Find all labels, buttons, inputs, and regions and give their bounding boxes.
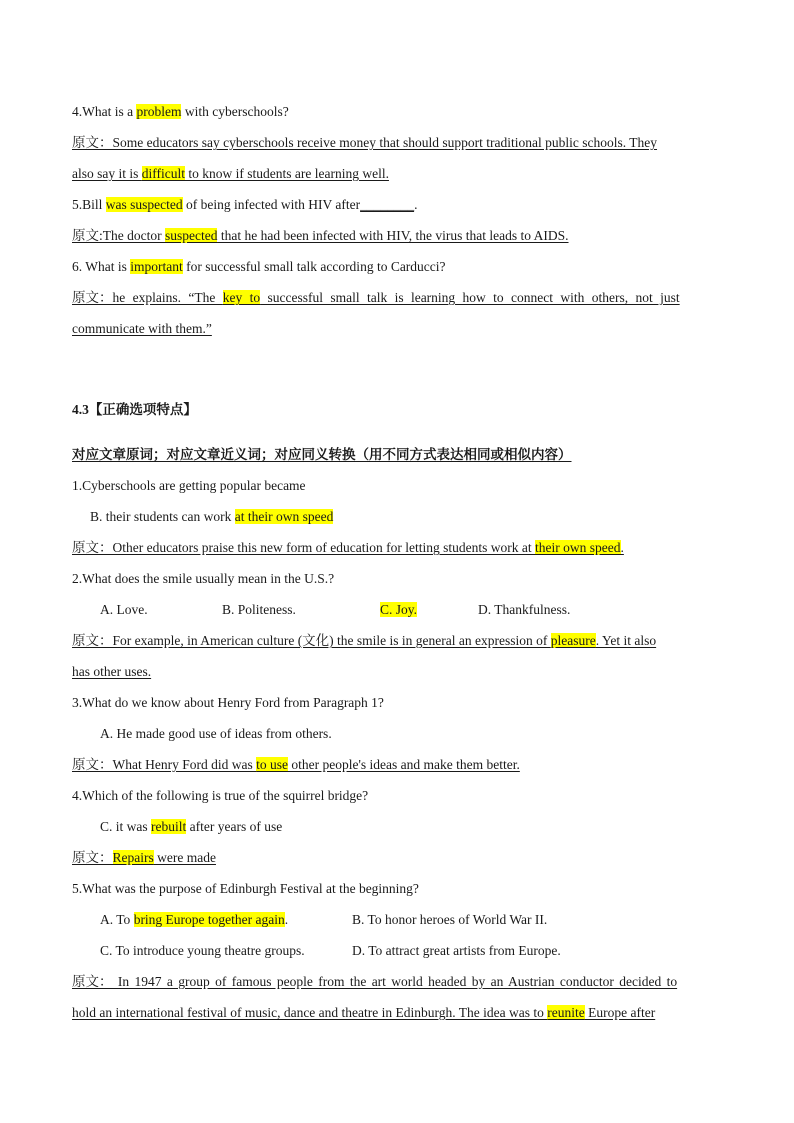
source-text-6-line1: 原文：he explains. “The key to successful small talk is learning how to connect with others, not just [72, 290, 680, 305]
example-question-1: 1.Cyberschools are getting popular became [72, 478, 306, 493]
highlight-important: important [130, 259, 183, 274]
example-options-5-row1 [72, 904, 722, 935]
example-source-2-line2: has other uses. [72, 664, 152, 679]
section-heading: 4.3【正确选项特点】 [72, 402, 197, 417]
highlight-suspected: suspected [164, 228, 218, 243]
example-question-3: 3.What do we know about Henry Ford from Paragraph 1? [72, 695, 384, 710]
highlight-rebuilt: rebuilt [151, 819, 187, 834]
example-source-4: 原文：Repairs were made [72, 850, 216, 865]
highlight-bring-europe-together-again: bring Europe together again [133, 912, 285, 927]
example-question-2: 2.What does the smile usually mean in the U.S.? [72, 571, 335, 586]
highlight-was-suspected: was suspected [105, 197, 183, 212]
option-d: D. Thankfulness. [478, 602, 571, 617]
example-option-3: A. He made good use of ideas from others. [100, 726, 332, 741]
document-page [72, 96, 722, 1028]
section-subheading: 对应文章原词；对应文章近义词；对应同义转换（用不同方式表达相同或相似内容） [72, 447, 572, 462]
source-text-4-line1: 原文：Some educators say cyberschools receive money that should support traditional public schools. They [72, 135, 658, 150]
source-text-6-line2: communicate with them.” [72, 321, 212, 336]
highlight-reunite: reunite [547, 1005, 585, 1020]
highlight-to-use: to use [256, 757, 288, 772]
source-text-4-line2: also say it is difficult to know if students are learning well. [72, 166, 389, 181]
example-source-2-line1: 原文：For example, in American culture (文化) the smile is in general an expression of pleasure. Yet it also [72, 633, 657, 648]
highlight-repairs: Repairs [112, 850, 154, 865]
source-text-5: 原文:The doctor suspected that he had been infected with HIV, the virus that leads to AIDS. [72, 228, 569, 243]
highlight-problem: problem [136, 104, 182, 119]
question-5: 5.Bill was suspected of being infected with HIV after________. [72, 197, 418, 212]
highlight-their-own-speed: their own speed [535, 540, 621, 555]
example-source-5-line1: 原文： In 1947 a group of famous people from the art world headed by an Austrian conductor decided to [72, 974, 678, 989]
example-question-5: 5.What was the purpose of Edinburgh Festival at the beginning? [72, 881, 419, 896]
question-6: 6. What is important for successful small talk according to Carducci? [72, 259, 446, 274]
option-c [380, 594, 478, 625]
example-options-5-row2 [72, 935, 722, 966]
option-b: B. Politeness. [222, 602, 296, 617]
example-options-2 [72, 594, 722, 625]
example-source-5-line2: hold an international festival of music, dance and theatre in Edinburgh. The idea was to reunite Europe after [72, 1005, 656, 1020]
option-a: A. To bring Europe together again. [100, 912, 289, 927]
option-c: C. To introduce young theatre groups. [100, 943, 305, 958]
option-b: B. To honor heroes of World War II. [352, 912, 548, 927]
highlight-joy: C. Joy. [380, 602, 418, 617]
highlight-pleasure: pleasure [550, 633, 596, 648]
blank-line: ________ [360, 197, 415, 212]
highlight-difficult: difficult [141, 166, 185, 181]
example-source-1: 原文：Other educators praise this new form of education for letting students work at their own speed. [72, 540, 624, 555]
example-question-4: 4.Which of the following is true of the squirrel bridge? [72, 788, 369, 803]
example-option-1: B. their students can work at their own speed [90, 509, 334, 524]
option-d: D. To attract great artists from Europe. [352, 943, 561, 958]
option-a: A. Love. [100, 602, 148, 617]
example-option-4: C. it was rebuilt after years of use [100, 819, 283, 834]
highlight-key-to: key to [222, 290, 261, 305]
example-source-3: 原文：What Henry Ford did was to use other people's ideas and make them better. [72, 757, 520, 772]
question-4: 4.What is a problem with cyberschools? [72, 104, 289, 119]
highlight-at-their-own-speed: at their own speed [234, 509, 334, 524]
